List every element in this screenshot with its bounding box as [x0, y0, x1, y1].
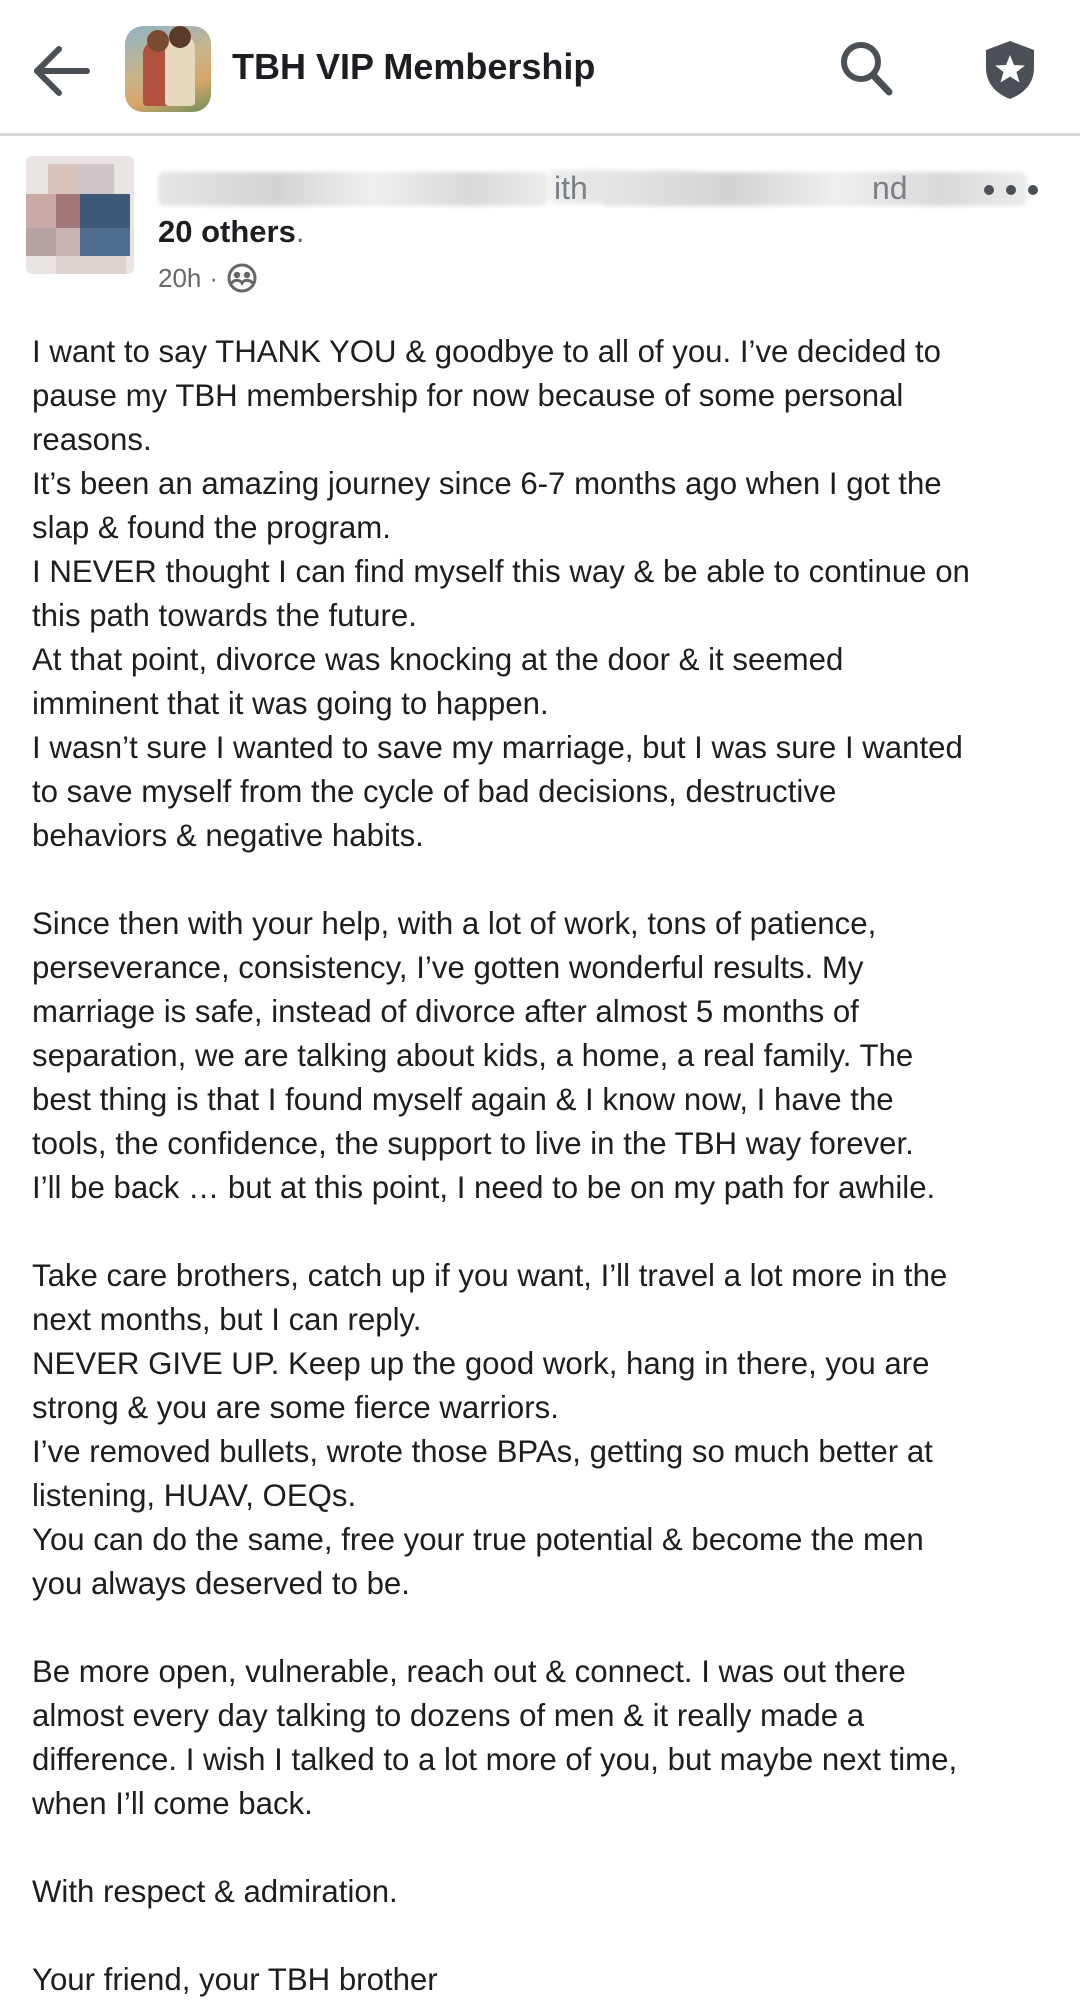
post-text-line: With respect & admiration.	[32, 1874, 398, 1909]
post-text-line: Your friend, your TBH brother	[32, 1962, 438, 1997]
paragraph-gap	[32, 1914, 1052, 1958]
post-meta	[158, 262, 258, 294]
post-text-line: Since then with your help, with a lot of work, tons of patience,	[32, 906, 877, 941]
author-avatar[interactable]	[26, 156, 134, 274]
post-text-line: Take care brothers, catch up if you want, I’ll travel a lot more in the	[32, 1258, 948, 1293]
search-icon	[837, 38, 895, 98]
post-text-line: I’ve removed bullets, wrote those BPAs, getting so much better at	[32, 1434, 933, 1469]
more-dot-icon	[984, 185, 994, 195]
arrow-left-icon	[31, 43, 91, 99]
post-text-line: At that point, divorce was knocking at the door & it seemed	[32, 642, 844, 677]
paragraph-gap	[32, 1210, 1052, 1254]
paragraph-gap	[32, 858, 1052, 902]
post-text-line: tools, the confidence, the support to live in the TBH way forever.	[32, 1126, 914, 1161]
others-label[interactable]: 20 others	[158, 214, 296, 249]
post-text-line: you always deserved to be.	[32, 1566, 410, 1601]
post-timestamp[interactable]: 20h	[158, 262, 202, 293]
post-text-line: imminent that it was going to happen.	[32, 686, 549, 721]
post-text-line: You can do the same, free your true potential & become the men	[32, 1522, 924, 1557]
post-body-text	[32, 330, 1052, 2002]
post-text-line: slap & found the program.	[32, 510, 391, 545]
author-text-fragment: ith	[554, 170, 588, 206]
group-cover-thumbnail[interactable]	[125, 26, 211, 112]
post-text-line: to save myself from the cycle of bad decisions, destructive	[32, 774, 837, 809]
post-text-line: perseverance, consistency, I’ve gotten wonderful results. My	[32, 950, 864, 985]
back-button[interactable]	[28, 38, 94, 104]
post-text-line: I NEVER thought I can find myself this way & be able to continue on	[32, 554, 970, 589]
tagged-others-link[interactable]	[158, 214, 304, 250]
group-audience-icon	[226, 262, 258, 294]
more-dot-icon	[1028, 185, 1038, 195]
group-title[interactable]: TBH VIP Membership	[232, 46, 596, 87]
post-text-line: I wasn’t sure I wanted to save my marriage, but I was sure I wanted	[32, 730, 963, 765]
admin-tools-button[interactable]	[978, 36, 1042, 104]
post-author-line[interactable]	[158, 166, 938, 212]
search-button[interactable]	[836, 36, 896, 100]
post-text-line: listening, HUAV, OEQs.	[32, 1478, 357, 1513]
paragraph-gap	[32, 1826, 1052, 1870]
post-text-line: marriage is safe, instead of divorce after almost 5 months of	[32, 994, 859, 1029]
more-dot-icon	[1006, 185, 1016, 195]
paragraph-gap	[32, 1606, 1052, 1650]
author-text-fragment: nd	[872, 170, 908, 206]
post-text-line: NEVER GIVE UP. Keep up the good work, hang in there, you are	[32, 1346, 930, 1381]
meta-separator: ·	[209, 262, 219, 293]
post-more-options-button[interactable]	[984, 172, 1038, 208]
post-text-line: reasons.	[32, 422, 152, 457]
shield-star-icon	[981, 38, 1039, 102]
post-text-line: best thing is that I found myself again & I know now, I have the	[32, 1082, 894, 1117]
post-text-line: I want to say THANK YOU & goodbye to all of you. I’ve decided to	[32, 334, 941, 369]
post-text-line: strong & you are some fierce warriors.	[32, 1390, 559, 1425]
post-text-line: I’ll be back … but at this point, I need to be on my path for awhile.	[32, 1170, 936, 1205]
post-text-line: separation, we are talking about kids, a home, a real family. The	[32, 1038, 914, 1073]
post-text-line: It’s been an amazing journey since 6-7 months ago when I got the	[32, 466, 942, 501]
others-suffix: .	[295, 214, 305, 249]
post-text-line: pause my TBH membership for now because of some personal	[32, 378, 904, 413]
post-text-line: this path towards the future.	[32, 598, 417, 633]
post-text-line: behaviors & negative habits.	[32, 818, 424, 853]
group-header-bar	[0, 0, 1080, 136]
post-text-line: next months, but I can reply.	[32, 1302, 422, 1337]
post-text-line: Be more open, vulnerable, reach out & connect. I was out there	[32, 1654, 906, 1689]
post-text-line: difference. I wish I talked to a lot more of you, but maybe next time,	[32, 1742, 958, 1777]
post-text-line: when I’ll come back.	[32, 1786, 313, 1821]
post-text-line: almost every day talking to dozens of men & it really made a	[32, 1698, 865, 1733]
